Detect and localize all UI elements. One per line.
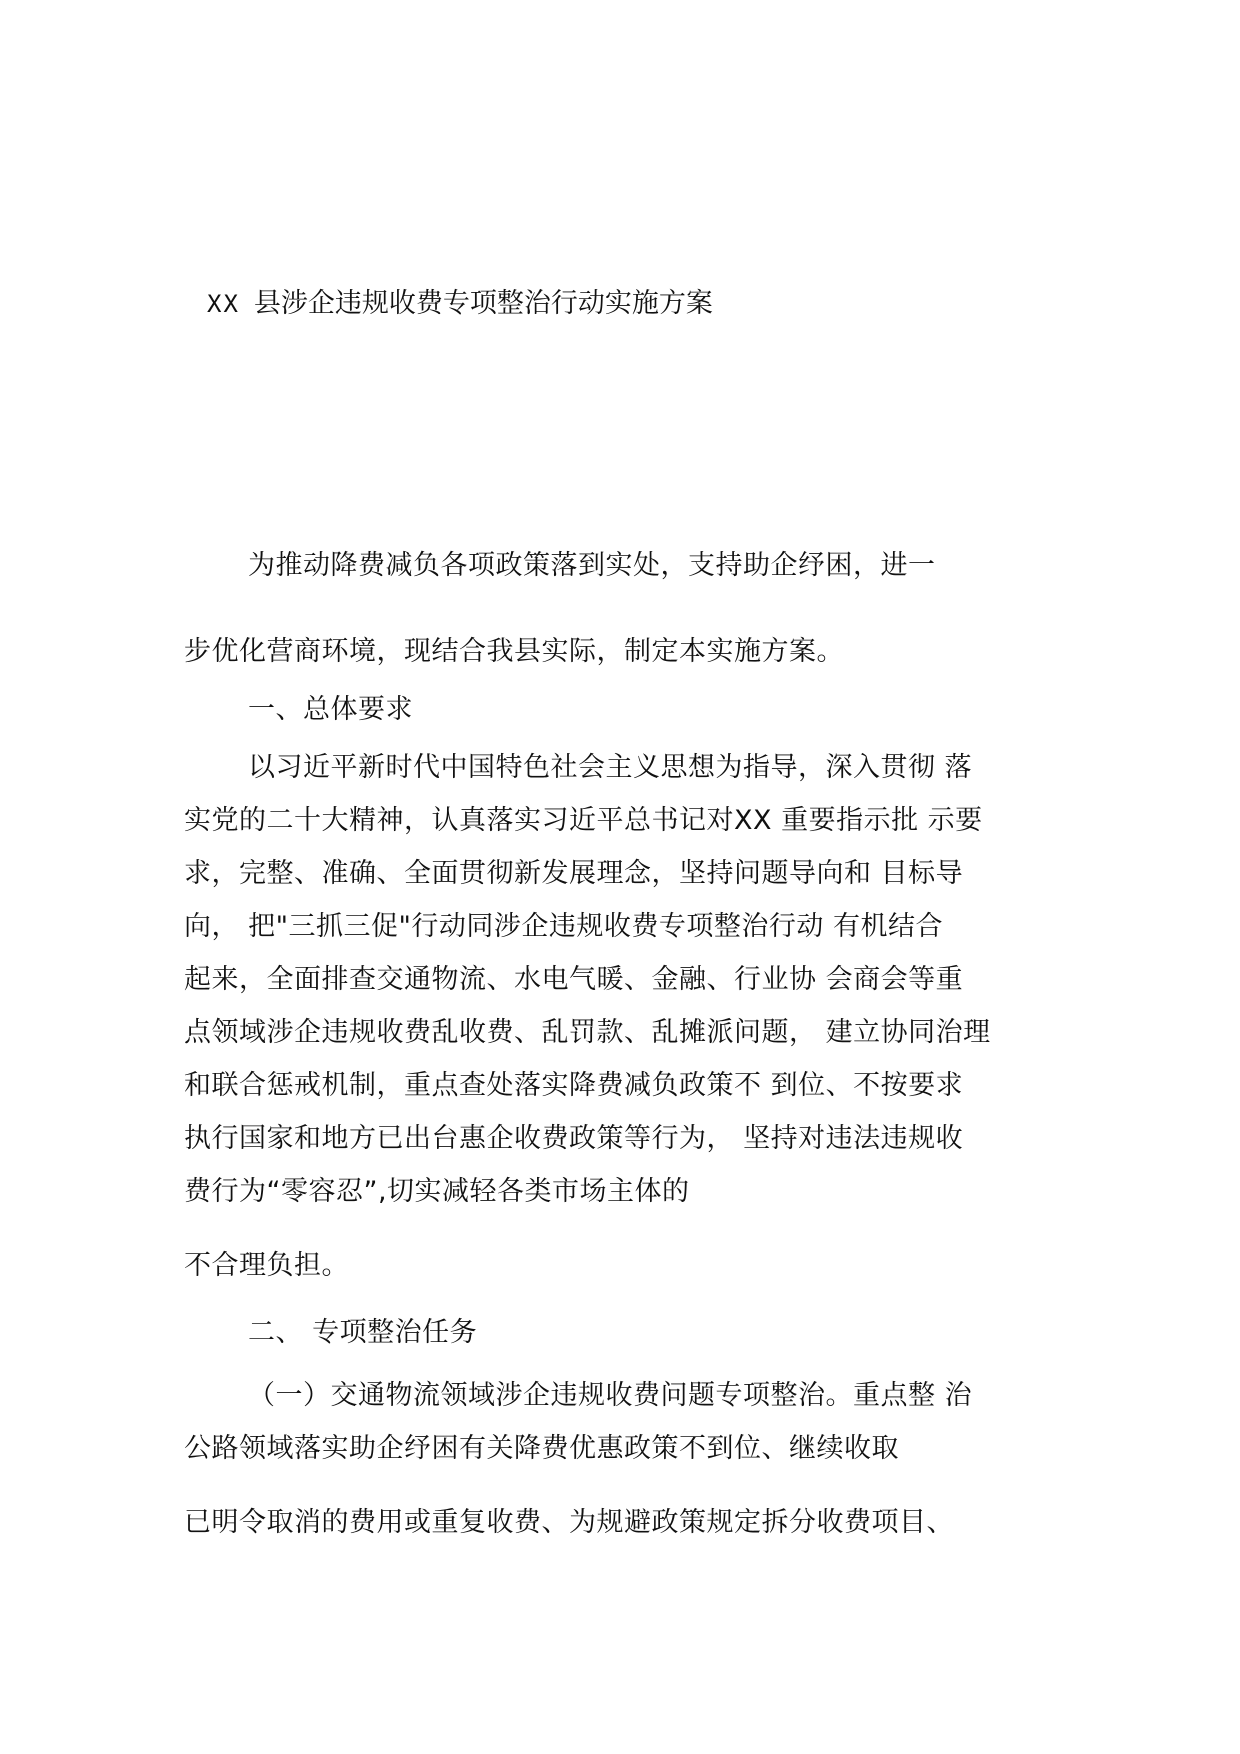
paragraph-line: 和联合惩戒机制，重点查处落实降费减负政策不 到位、不按要求	[184, 1070, 964, 1101]
paragraph-line: 以习近平新时代中国特色社会主义思想为指导，深入贯彻 落	[248, 752, 973, 783]
paragraph-line: 为推动降费减负各项政策落到实处，支持助企纾困，进一	[248, 550, 936, 581]
paragraph-line: 向， 把"三抓三促"行动同涉企违规收费专项整治行动 有机结合	[184, 911, 944, 942]
paragraph-line: 已明令取消的费用或重复收费、为规避政策规定拆分收费项目、	[184, 1507, 954, 1538]
paragraph-line: 起来，全面排查交通物流、水电气暖、金融、行业协 会商会等重	[184, 964, 964, 995]
paragraph-line: 点领域涉企违规收费乱收费、乱罚款、乱摊派问题， 建立协同治理	[184, 1017, 991, 1048]
title-text: 县涉企违规收费专项整治行动实施方案	[253, 288, 713, 319]
paragraph-line: 求，完整、准确、全面贯彻新发展理念，坚持问题导向和 目标导	[184, 858, 964, 889]
paragraph-line: 费行为“零容忍”,切实减轻各类市场主体的	[184, 1176, 690, 1207]
section-heading-2: 二、 专项整治任务	[248, 1317, 478, 1348]
document-title	[207, 286, 713, 322]
paragraph-line: （一）交通物流领域涉企违规收费问题专项整治。重点整 治	[248, 1380, 973, 1411]
section-heading-1: 一、总体要求	[248, 694, 413, 725]
title-prefix: XX	[207, 290, 240, 318]
paragraph-line: 步优化营商环境，现结合我县实际，制定本实施方案。	[184, 636, 844, 667]
paragraph-line: 不合理负担。	[184, 1250, 349, 1281]
paragraph-line: 执行国家和地方已出台惠企收费政策等行为， 坚持对违法违规收	[184, 1123, 964, 1154]
paragraph-line: 实党的二十大精神，认真落实习近平总书记对XX 重要指示批 示要	[184, 805, 983, 836]
paragraph-line: 公路领域落实助企纾困有关降费优惠政策不到位、继续收取	[184, 1433, 899, 1464]
